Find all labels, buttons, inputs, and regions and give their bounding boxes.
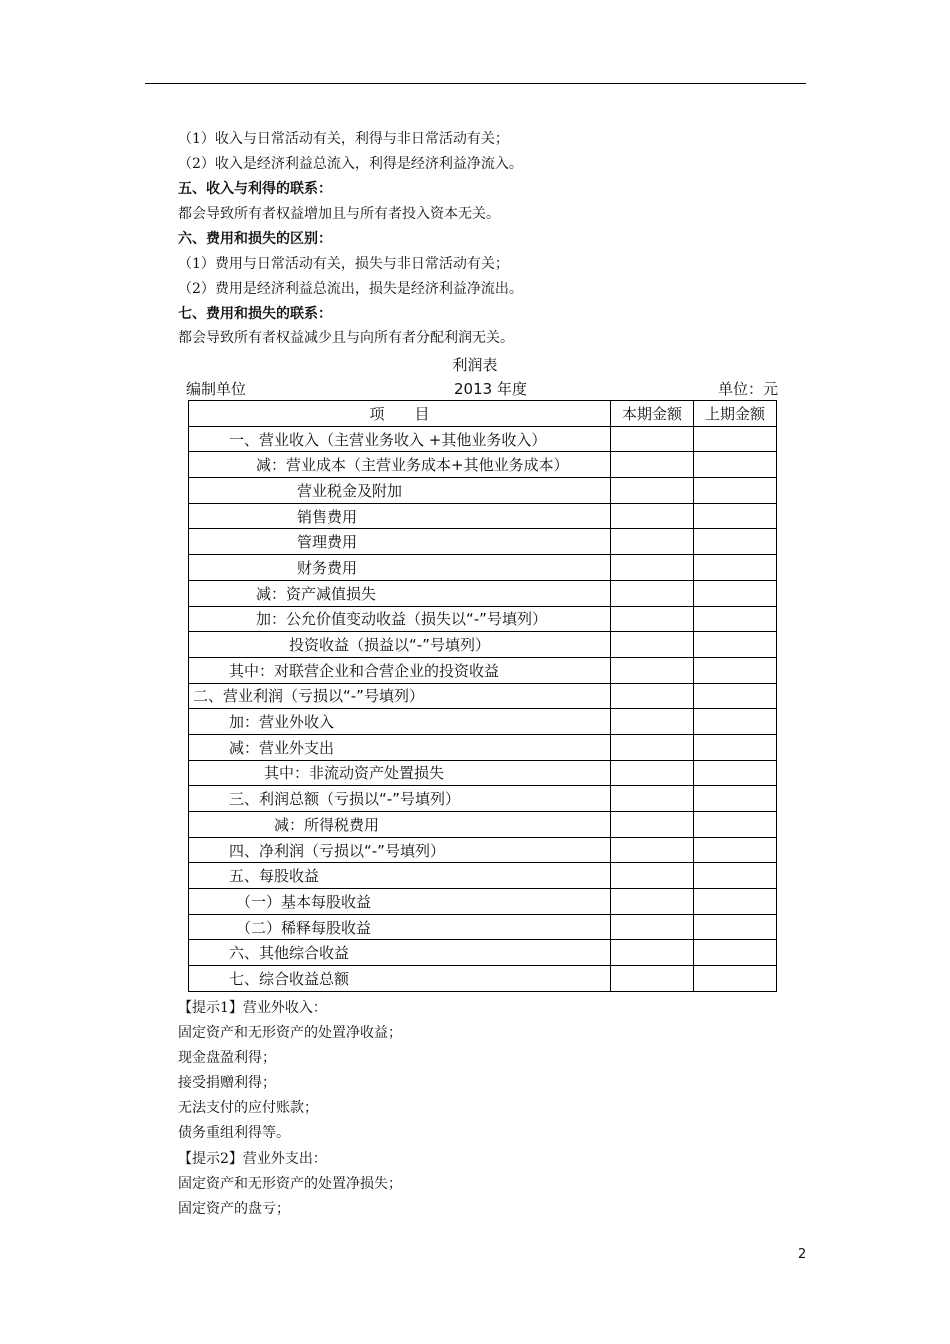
row-item-label: 管理费用	[189, 529, 611, 555]
header-previous-amount: 上期金额	[694, 401, 777, 427]
row-previous-amount	[694, 914, 777, 940]
header-rule	[145, 83, 806, 84]
row-item-label: 减：营业成本（主营业务成本+其他业务成本）	[189, 452, 611, 478]
table-title: 利润表	[452, 356, 498, 374]
table-row	[189, 914, 777, 940]
row-previous-amount	[694, 529, 777, 555]
note-heading: 【提示1】营业外收入：	[178, 1000, 327, 1016]
row-current-amount	[611, 889, 694, 915]
currency-unit: 单位：元	[718, 380, 779, 398]
row-previous-amount	[694, 889, 777, 915]
row-previous-amount	[694, 503, 777, 529]
table-row	[189, 889, 777, 915]
table-row	[189, 734, 777, 760]
row-item-label: （一）基本每股收益	[189, 889, 611, 915]
row-current-amount	[611, 580, 694, 606]
row-previous-amount	[694, 940, 777, 966]
row-previous-amount	[694, 452, 777, 478]
table-row	[189, 606, 777, 632]
row-previous-amount	[694, 580, 777, 606]
note-line: 无法支付的应付账款；	[178, 1100, 318, 1116]
note-line: 债务重组利得等。	[178, 1125, 290, 1141]
row-item-label: 一、营业收入（主营业务收入 +其他业务收入）	[189, 426, 611, 452]
row-item-label: 其中：非流动资产处置损失	[189, 760, 611, 786]
row-previous-amount	[694, 837, 777, 863]
section-heading: 五、收入与利得的联系：	[178, 181, 332, 197]
row-previous-amount	[694, 657, 777, 683]
row-current-amount	[611, 914, 694, 940]
row-previous-amount	[694, 478, 777, 504]
note-line: 现金盘盈利得；	[178, 1050, 276, 1066]
row-current-amount	[611, 657, 694, 683]
row-item-label: 六、其他综合收益	[189, 940, 611, 966]
header-current-amount: 本期金额	[611, 401, 694, 427]
table-row	[189, 580, 777, 606]
row-current-amount	[611, 837, 694, 863]
row-previous-amount	[694, 555, 777, 581]
page-number: 2	[798, 1247, 807, 1262]
paragraph-line: 都会导致所有者权益减少且与向所有者分配利润无关。	[178, 330, 514, 346]
paragraph-line: （2）费用是经济利益总流出，损失是经济利益净流出。	[178, 281, 523, 297]
table-row	[189, 478, 777, 504]
row-current-amount	[611, 452, 694, 478]
row-current-amount	[611, 426, 694, 452]
table-row	[189, 863, 777, 889]
row-item-label: 营业税金及附加	[189, 478, 611, 504]
row-current-amount	[611, 632, 694, 658]
note-line: 固定资产的盘亏；	[178, 1201, 290, 1217]
row-item-label: 五、每股收益	[189, 863, 611, 889]
row-item-label: 销售费用	[189, 503, 611, 529]
table-row	[189, 657, 777, 683]
row-item-label: 减：所得税费用	[189, 812, 611, 838]
row-previous-amount	[694, 606, 777, 632]
row-previous-amount	[694, 632, 777, 658]
row-current-amount	[611, 812, 694, 838]
note-line: 接受捐赠利得；	[178, 1075, 276, 1091]
row-previous-amount	[694, 760, 777, 786]
table-row	[189, 426, 777, 452]
row-item-label: 其中：对联营企业和合营企业的投资收益	[189, 657, 611, 683]
row-current-amount	[611, 555, 694, 581]
paragraph-line: （2）收入是经济利益总流入，利得是经济利益净流入。	[178, 156, 523, 172]
row-item-label: 二、营业利润（亏损以“-”号填列）	[189, 683, 611, 709]
row-previous-amount	[694, 863, 777, 889]
paragraph-line: （1）费用与日常活动有关，损失与非日常活动有关；	[178, 256, 509, 272]
table-row	[189, 709, 777, 735]
header-item: 项 目	[189, 401, 611, 427]
row-item-label: 财务费用	[189, 555, 611, 581]
row-current-amount	[611, 478, 694, 504]
table-header-row	[189, 401, 777, 427]
table-row	[189, 683, 777, 709]
table-row	[189, 786, 777, 812]
table-row	[189, 966, 777, 992]
row-previous-amount	[694, 786, 777, 812]
row-item-label: 减：资产减值损失	[189, 580, 611, 606]
section-heading: 七、费用和损失的联系：	[178, 306, 332, 322]
row-previous-amount	[694, 734, 777, 760]
note-line: 固定资产和无形资产的处置净损失；	[178, 1176, 402, 1192]
table-row	[189, 529, 777, 555]
row-current-amount	[611, 966, 694, 992]
note-line: 固定资产和无形资产的处置净收益；	[178, 1025, 402, 1041]
paragraph-line: （1）收入与日常活动有关，利得与非日常活动有关；	[178, 131, 509, 147]
row-current-amount	[611, 734, 694, 760]
row-current-amount	[611, 529, 694, 555]
table-row	[189, 452, 777, 478]
row-item-label: 投资收益（损益以“-”号填列）	[189, 632, 611, 658]
table-row	[189, 503, 777, 529]
row-current-amount	[611, 786, 694, 812]
row-item-label: 七、综合收益总额	[189, 966, 611, 992]
note-heading: 【提示2】营业外支出：	[178, 1151, 327, 1167]
section-heading: 六、费用和损失的区别：	[178, 231, 332, 247]
row-previous-amount	[694, 812, 777, 838]
row-current-amount	[611, 863, 694, 889]
row-item-label: （二）稀释每股收益	[189, 914, 611, 940]
row-current-amount	[611, 503, 694, 529]
table-row	[189, 555, 777, 581]
row-item-label: 减：营业外支出	[189, 734, 611, 760]
row-previous-amount	[694, 966, 777, 992]
row-previous-amount	[694, 709, 777, 735]
row-item-label: 加：公允价值变动收益（损失以“-”号填列）	[189, 606, 611, 632]
row-current-amount	[611, 709, 694, 735]
table-row	[189, 940, 777, 966]
fiscal-year: 2013 年度	[454, 380, 527, 398]
table-row	[189, 812, 777, 838]
income-statement-table	[188, 400, 777, 992]
row-item-label: 加：营业外收入	[189, 709, 611, 735]
row-previous-amount	[694, 683, 777, 709]
compiling-unit-label: 编制单位	[186, 380, 247, 398]
row-current-amount	[611, 940, 694, 966]
row-previous-amount	[694, 426, 777, 452]
table-row	[189, 632, 777, 658]
table-row	[189, 760, 777, 786]
paragraph-line: 都会导致所有者权益增加且与所有者投入资本无关。	[178, 206, 500, 222]
row-current-amount	[611, 760, 694, 786]
row-item-label: 四、净利润（亏损以“-”号填列）	[189, 837, 611, 863]
row-item-label: 三、利润总额（亏损以“-”号填列）	[189, 786, 611, 812]
row-current-amount	[611, 683, 694, 709]
table-row	[189, 837, 777, 863]
row-current-amount	[611, 606, 694, 632]
